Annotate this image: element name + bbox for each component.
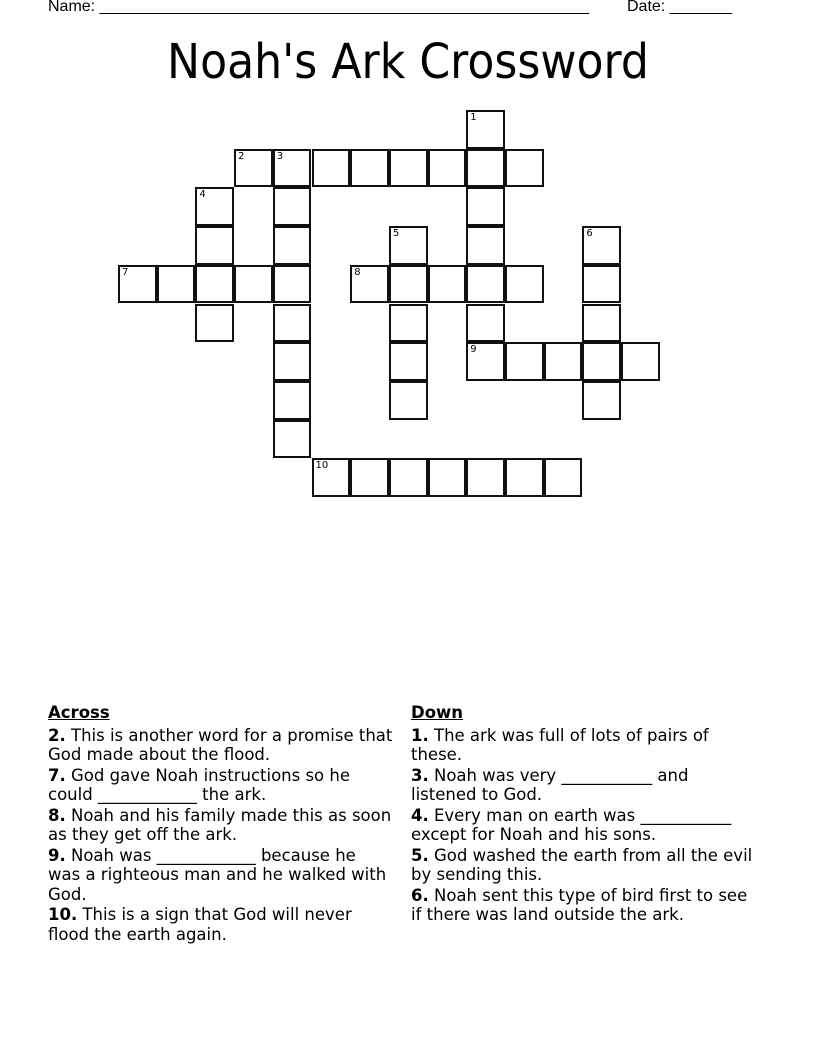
down-clues: [411, 703, 756, 926]
clue-across-10: [48, 905, 393, 944]
grid-cell[interactable]: [350, 265, 389, 304]
clue-number-label: 8: [354, 266, 361, 278]
grid-cell[interactable]: [582, 304, 621, 343]
grid-cell[interactable]: [195, 187, 234, 226]
grid-cell[interactable]: [466, 458, 505, 497]
grid-cell[interactable]: [505, 265, 544, 304]
clue-number: 6.: [411, 885, 429, 905]
grid-cell[interactable]: [466, 304, 505, 343]
clue-text: This is a sign that God will never flood the earth again.: [48, 905, 352, 944]
grid-cell[interactable]: [195, 265, 234, 304]
grid-cell[interactable]: [234, 149, 273, 188]
grid-cell[interactable]: [273, 381, 312, 420]
grid-cell[interactable]: [389, 304, 428, 343]
grid-cell[interactable]: [350, 149, 389, 188]
clue-number: 5.: [411, 845, 429, 865]
grid-cell[interactable]: [544, 458, 583, 497]
grid-cell[interactable]: [389, 265, 428, 304]
grid-cell[interactable]: [157, 265, 196, 304]
clue-number-label: 2: [238, 150, 245, 162]
clue-text: Every man on earth was ___________ except for Noah and his sons.: [411, 805, 732, 844]
grid-cell[interactable]: [389, 149, 428, 188]
clue-number: 8.: [48, 805, 66, 825]
grid-cell[interactable]: [195, 226, 234, 265]
grid-cell[interactable]: [505, 342, 544, 381]
page-title: Noah's Ark Crossword: [167, 34, 649, 90]
clue-text: This is another word for a promise that God made about the flood.: [48, 725, 393, 764]
grid-cell[interactable]: [273, 149, 312, 188]
grid-cell[interactable]: [273, 342, 312, 381]
clue-number: 10.: [48, 905, 78, 924]
clue-number: 7.: [48, 765, 66, 785]
clue-down-5: [411, 846, 756, 885]
grid-cell[interactable]: [466, 342, 505, 381]
clue-down-3: [411, 766, 756, 805]
grid-cell[interactable]: [466, 187, 505, 226]
clue-across-2: [48, 726, 393, 765]
grid-cell[interactable]: [234, 265, 273, 304]
clue-number: 1.: [411, 725, 429, 745]
clue-down-1: [411, 726, 756, 765]
clue-number-label: 4: [199, 189, 206, 201]
grid-cell[interactable]: [312, 458, 351, 497]
grid-cell[interactable]: [312, 149, 351, 188]
grid-cell[interactable]: [505, 149, 544, 188]
grid-cell[interactable]: [118, 265, 157, 304]
clue-number-label: 6: [586, 228, 593, 240]
name-field[interactable]: Name: _______________________________________________________: [48, 0, 589, 15]
clue-number-label: 5: [392, 228, 400, 240]
clue-number-label: 3: [276, 150, 284, 162]
grid-cell[interactable]: [389, 226, 428, 265]
across-heading: Across: [48, 703, 110, 722]
down-heading: Down: [411, 703, 464, 722]
grid-cell[interactable]: [273, 265, 312, 304]
grid-cell[interactable]: [350, 458, 389, 497]
grid-cell[interactable]: [582, 381, 621, 420]
clue-text: The ark was full of lots of pairs of these.: [411, 725, 709, 764]
clue-down-4: [411, 806, 756, 845]
grid-cell[interactable]: [273, 420, 312, 459]
grid-cell[interactable]: [273, 226, 312, 265]
grid-cell[interactable]: [428, 149, 467, 188]
clue-number: 9.: [48, 845, 66, 865]
grid-cell[interactable]: [582, 342, 621, 381]
grid-cell[interactable]: [389, 458, 428, 497]
grid-cell[interactable]: [273, 304, 312, 343]
grid-cell[interactable]: [466, 226, 505, 265]
clue-text: Noah and his family made this as soon as they get off the ark.: [48, 805, 392, 844]
date-field[interactable]: Date: _______: [627, 0, 732, 15]
grid-cell[interactable]: [273, 187, 312, 226]
clue-number-label: 9: [470, 344, 477, 356]
grid-cell[interactable]: [389, 342, 428, 381]
across-clues: [48, 703, 393, 945]
crossword-grid: [0, 0, 816, 520]
grid-cell[interactable]: [505, 458, 544, 497]
grid-cell[interactable]: [195, 304, 234, 343]
clue-across-7: [48, 766, 393, 805]
grid-cell[interactable]: [466, 110, 505, 149]
clue-number: 3.: [411, 765, 429, 785]
clue-number-label: 1: [470, 112, 477, 123]
clue-number: 2.: [48, 725, 66, 745]
grid-cell[interactable]: [544, 342, 583, 381]
clue-text: God gave Noah instructions so he could ____________ the ark.: [48, 765, 351, 804]
clue-text: Noah was ____________ because he was a righteous man and he walked with God.: [48, 845, 387, 904]
grid-cell[interactable]: [428, 458, 467, 497]
clue-number-label: 7: [122, 266, 129, 278]
grid-cell[interactable]: [621, 342, 660, 381]
clue-text: Noah was very ___________ and listened to God.: [411, 765, 689, 804]
grid-cell[interactable]: [389, 381, 428, 420]
grid-cell[interactable]: [582, 265, 621, 304]
clue-text: Noah sent this type of bird first to see if there was land outside the ark.: [411, 885, 748, 924]
clue-across-8: [48, 806, 393, 845]
clue-down-6: [411, 886, 756, 925]
grid-cell[interactable]: [582, 226, 621, 265]
clue-across-9: [48, 846, 393, 905]
clue-number-label: 10: [315, 460, 329, 472]
grid-cell[interactable]: [428, 265, 467, 304]
grid-cell[interactable]: [466, 149, 505, 188]
clue-number: 4.: [411, 805, 429, 825]
clue-text: God washed the earth from all the evil by sending this.: [411, 845, 753, 884]
grid-cell[interactable]: [466, 265, 505, 304]
